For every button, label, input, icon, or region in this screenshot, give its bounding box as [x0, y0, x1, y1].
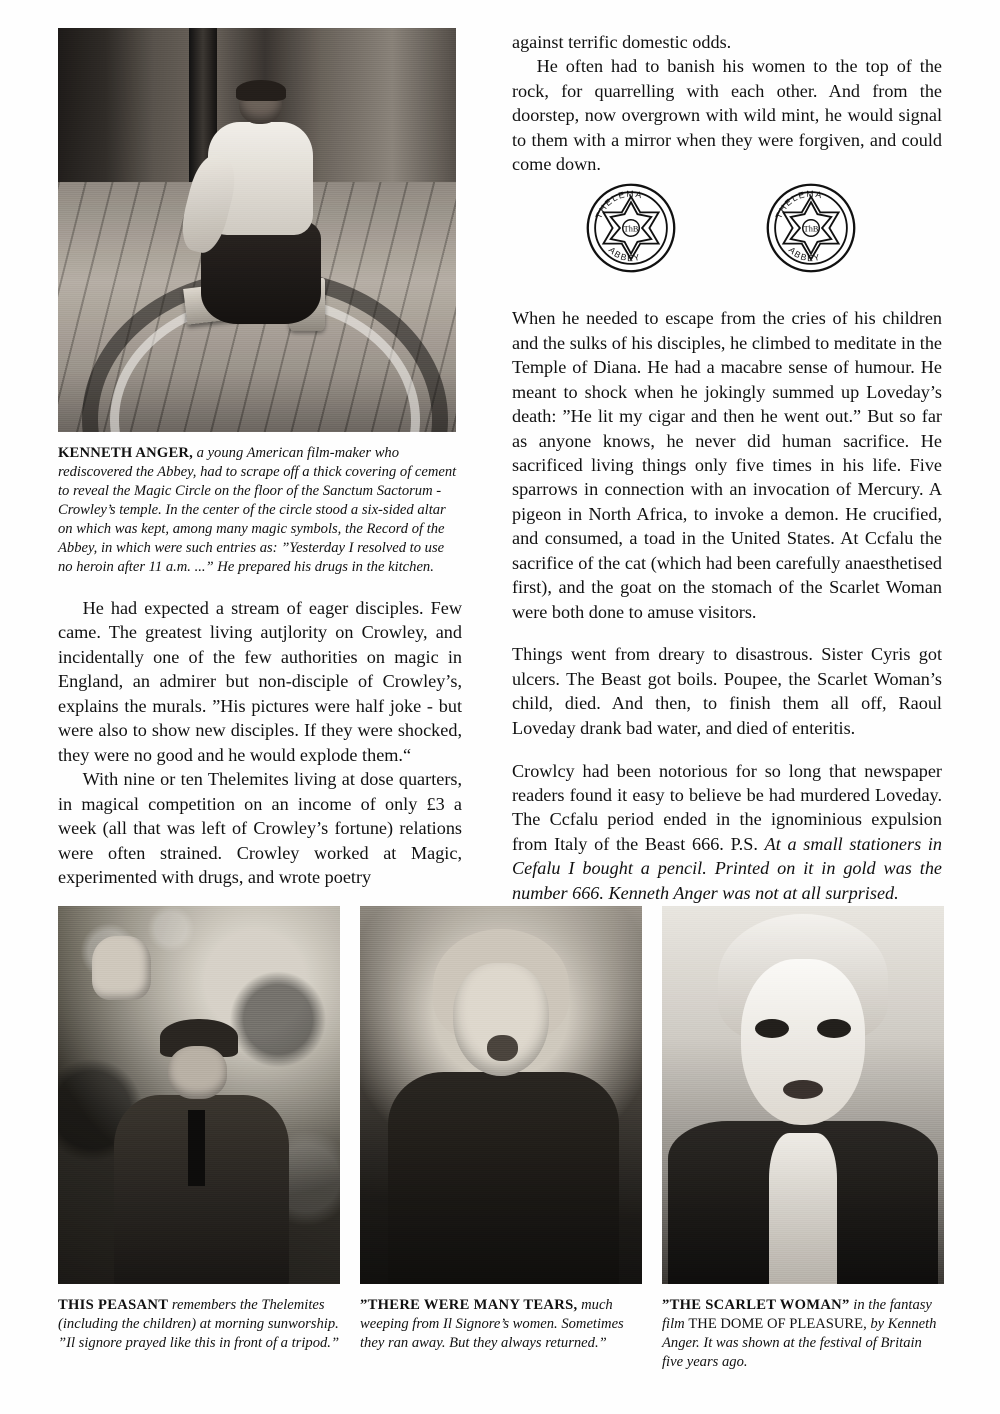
thelema-abbey-seal-icon [585, 182, 677, 274]
paragraph: against terrific domestic odds. [512, 32, 732, 52]
photo-grain-overlay [360, 906, 642, 1284]
caption-weeping-woman-photo [360, 1296, 642, 1353]
paragraph: He often had to banish his women to the top of the rock, for quarrelling with each other. And from the doorstep, now overgrown with wild mint, he would signal to them with a mirror when they were forgiven, and could come down. [512, 56, 942, 175]
caption-peasant-photo [58, 1296, 340, 1353]
thelema-abbey-seals [575, 182, 885, 274]
photo-grain-overlay [662, 906, 944, 1284]
photo-grain-overlay [58, 28, 456, 432]
paragraph: With nine or ten Thelemites living at dose quarters, in magical competition on an income of only £3 a week (all that was left of Crowley’s fortune) relations were often strained. Crowley worked at Magic, experimented with drugs, and wrote poetry [58, 769, 462, 888]
kenneth-anger-magic-circle-photo [58, 28, 456, 432]
photo-grain-overlay [58, 906, 340, 1284]
caption-lead: ”THERE WERE MANY TEARS, [360, 1297, 578, 1313]
body-right-column-top [512, 30, 942, 177]
caption-lead: KENNETH ANGER, [58, 445, 193, 461]
body-left-column [58, 596, 462, 890]
paragraph-italic-text: At a small stationers in Cefalu I bought a pencil. Printed on it in gold was the number 666. Kenneth Anger was not at all surprised. [512, 833, 943, 903]
svg-text:ABBEY: ABBEY [786, 244, 822, 264]
paragraph-text: Crowlcy had been notorious for so long that newspaper readers found it easy to believe be had murdered Loveday. The Ccfalu period ended in the ignominious expulsion from Italy of the Beast 666. P.S. [512, 760, 942, 854]
caption-scarlet-woman-photo [662, 1296, 944, 1372]
body-right-column-bottom [512, 288, 942, 924]
svg-text:THELEMA: THELEMA [593, 188, 645, 220]
caption-body: remembers the Thelemites (including the children) at morning sunworship. ”Il signore prayed like this in front of a tripod.” [58, 1297, 340, 1351]
caption-body: much weeping from Il Signore’s women. Sometimes they ran away. But they always returned.” [360, 1297, 624, 1351]
caption-lead: ”THE SCARLET WOMAN” [662, 1297, 850, 1313]
caption-body-part-2: by Kenneth Anger. It was shown at the festival of Britain five years ago. [662, 1315, 937, 1370]
weeping-woman-photo [360, 906, 642, 1284]
caption-top-photo [58, 444, 460, 577]
peasant-sunworship-photo [58, 906, 340, 1284]
svg-text:ABBEY: ABBEY [606, 244, 642, 264]
paragraph-postscript [512, 759, 942, 906]
paragraph: Things went from dreary to disastrous. Sister Cyris got ulcers. The Beast got boils. Poupee, the Scarlet Woman’s child, died. And then, to finish them all off, Raoul Loveday drank bad water, and died of enteritis. [512, 644, 942, 738]
svg-text:THELEMA: THELEMA [773, 188, 825, 220]
paragraph: When he needed to escape from the cries of his children and the sulks of his disciples, he climbed to meditate in the Temple of Diana. He had a macabre sense of humour. He meant to shock when he jokingly summed up Loveday’s death: ”He lit my cigar and then he went out.” But so far as anyone knows, he never did human sacrifice. He sacrificed living things only five times in his life. Five sparrows in connection with an invocation of Mercury. A pigeon in North Africa, to invoke a demon. He crucified, and consumed, a toad in the United States. At Ccfalu the sacrifice of the cat (which had been carefully anaesthetised first), and the goat on the stomach of the Scarlet Woman were both done to amuse visitors. [512, 308, 942, 622]
scarlet-woman-photo [662, 906, 944, 1284]
svg-text:ThB: ThB [623, 224, 639, 234]
paragraph: He had expected a stream of eager disciples. Few came. The greatest living autjlority on Crowley, and incidentally one of the few authorities on magic in England, an admirer but non-disciple of Crowley’s, explains the murals. ”His pictures were half joke - but were also to show new disciples. If they were shocked, they were no good and he would explode them.“ [58, 598, 462, 765]
caption-body-part-1: in the fantasy film [662, 1297, 932, 1332]
caption-lead: THIS PEASANT [58, 1297, 169, 1313]
caption-film-title: THE DOME OF PLEASURE, [688, 1315, 867, 1332]
svg-text:ThB: ThB [803, 224, 819, 234]
caption-body: a young American film-maker who rediscovered the Abbey, had to scrape off a thick covering of cement to reveal the Magic Circle on the floor of the Sanctum Sactorum - Crowley’s temple. In the center of the circle stood a six-sided altar on which was kept, among many magic symbols, the Record of the Abbey, in which were such entries as: ”Yesterday I resolved to use no heroin after 11 a.m. ...” He prepared his drugs in the kitchen. [58, 445, 457, 575]
thelema-abbey-seal-icon [765, 182, 857, 274]
